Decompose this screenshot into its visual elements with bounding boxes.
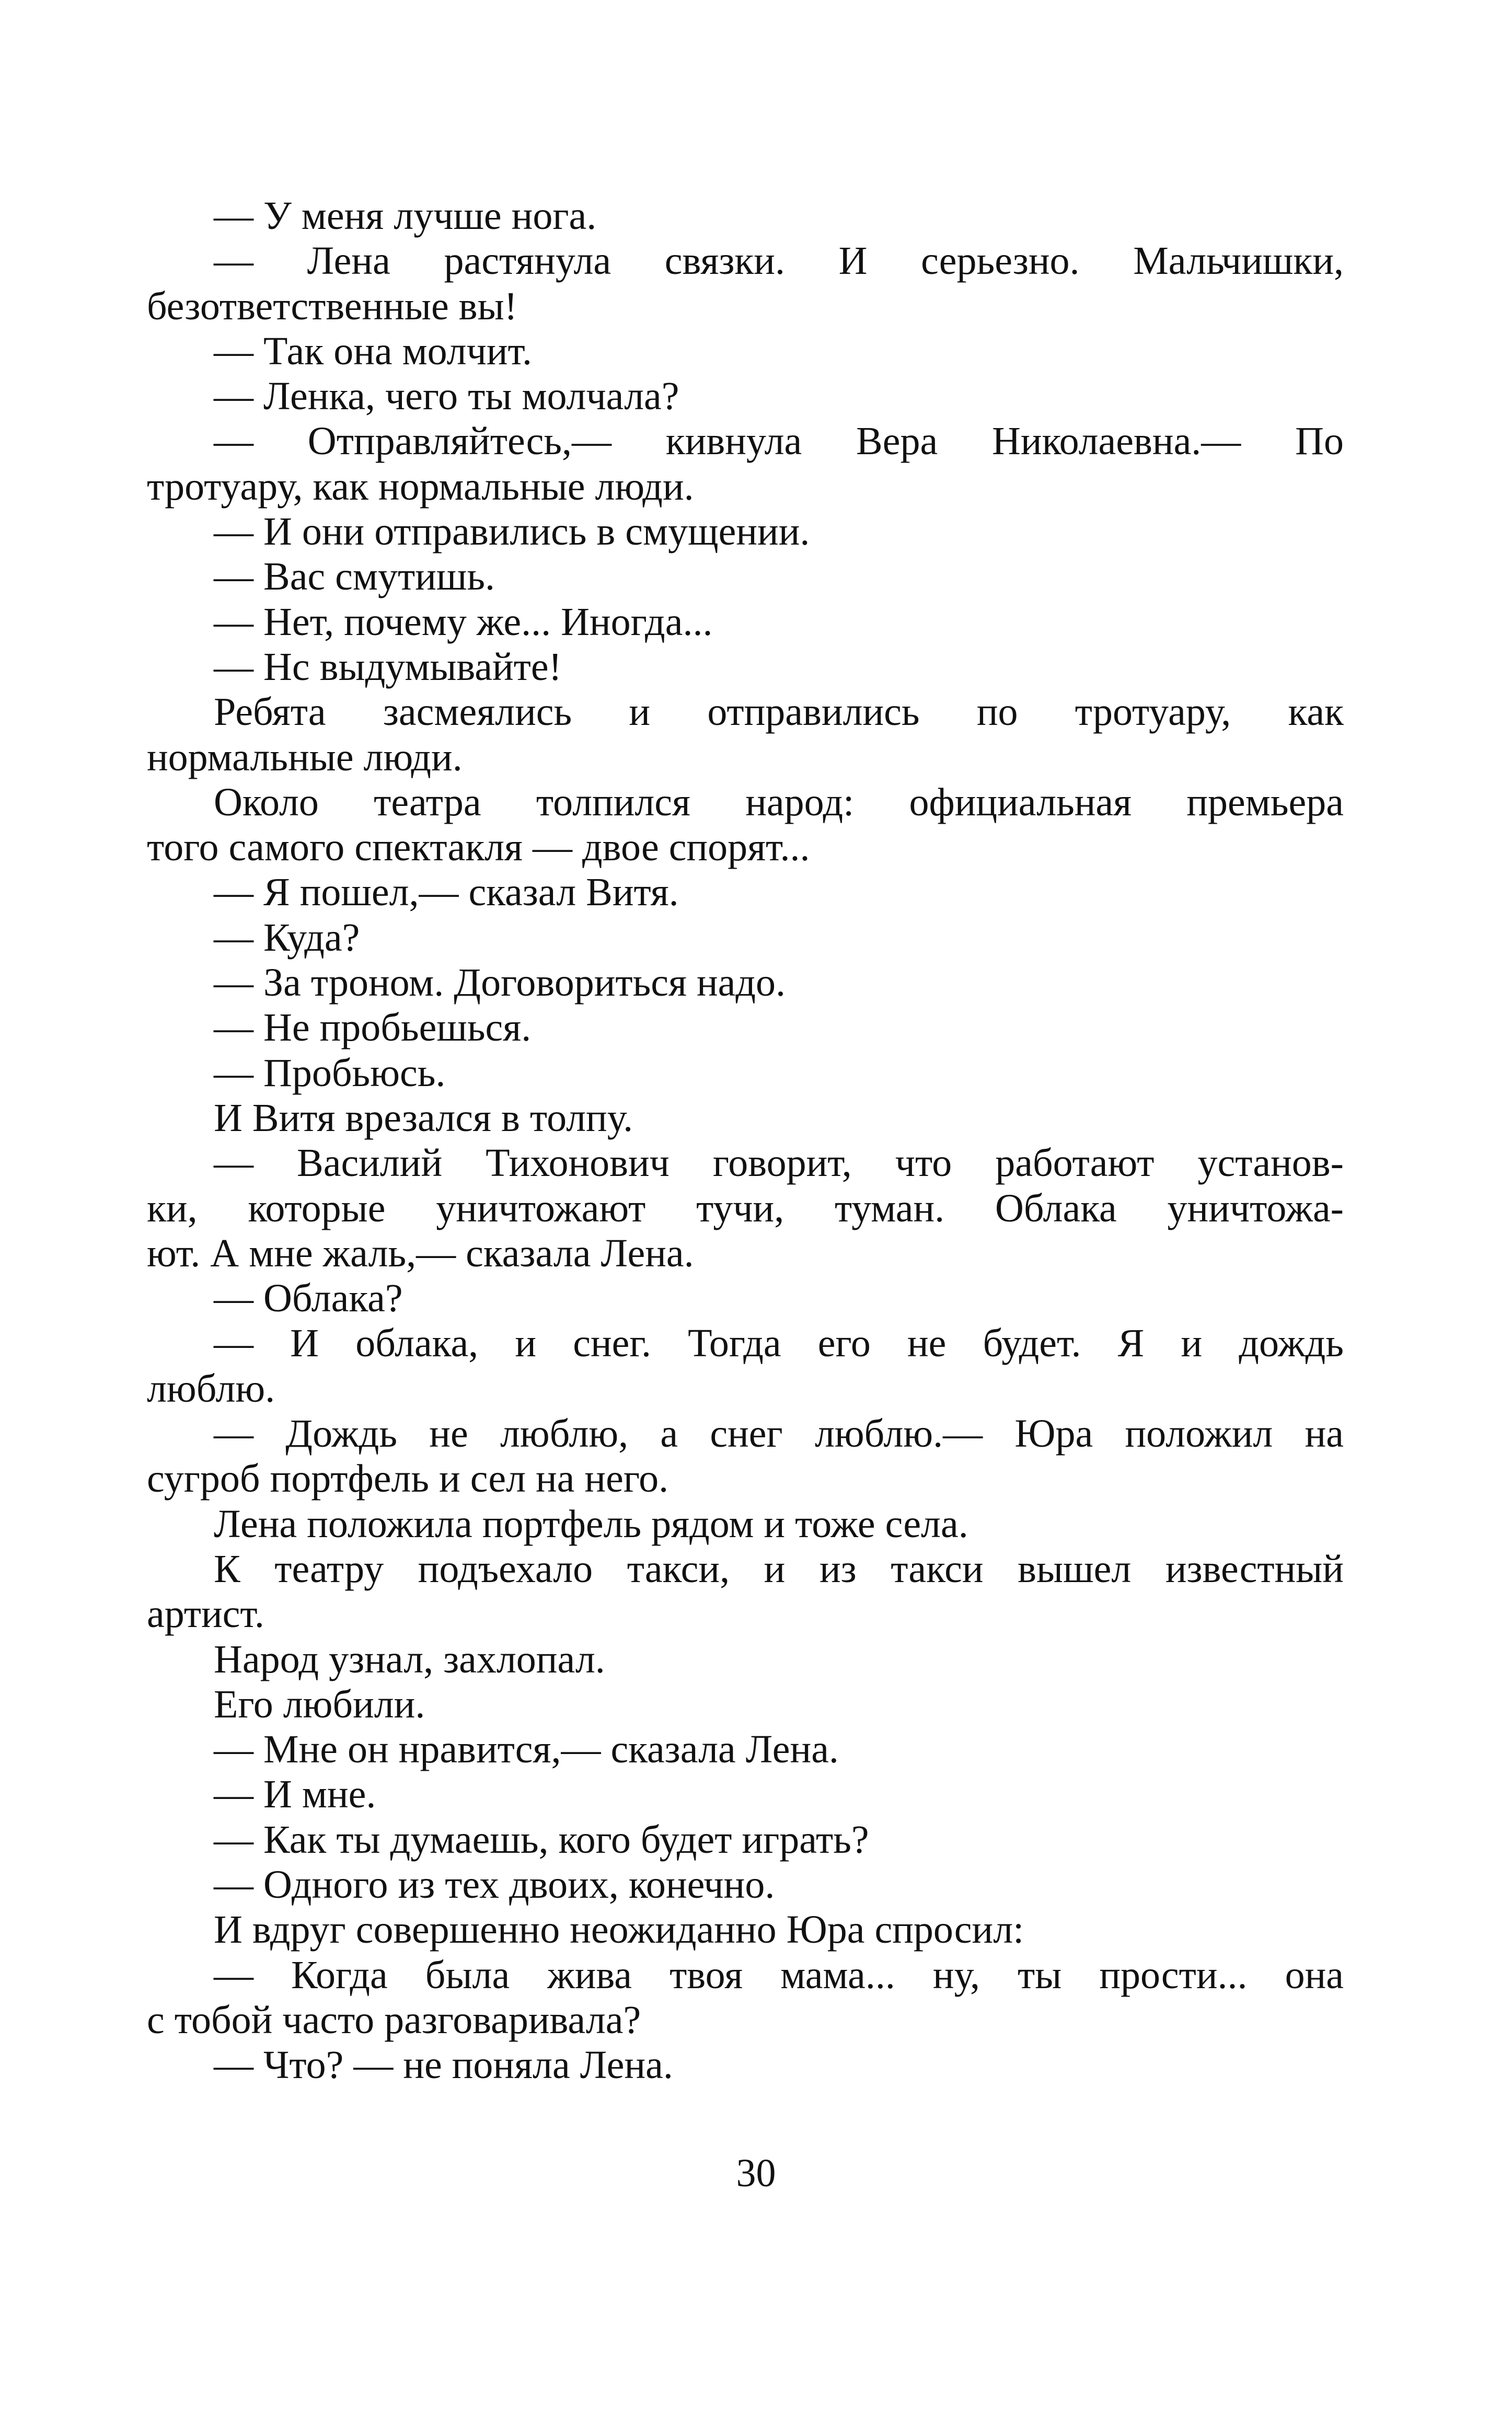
text-line: — Дождь не люблю, а снег люблю.— Юра положил на: [214, 1412, 1344, 1456]
text-line: — И они отправились в смущении.: [214, 510, 810, 554]
text-line: — Не пробьешься.: [214, 1006, 532, 1050]
text-line: — Я пошел,— сказал Витя.: [214, 870, 679, 915]
text-line: Ребята засмеялись и отправились по тротуару, как: [214, 690, 1344, 734]
text-line: — И облака, и снег. Тогда его не будет. Я и дождь: [214, 1321, 1344, 1366]
text-line: — За троном. Договориться надо.: [214, 961, 786, 1005]
text-line: Его любили.: [214, 1682, 425, 1726]
page-number: 30: [736, 2151, 776, 2195]
text-line: Народ узнал, захлопал.: [214, 1637, 605, 1681]
body-text: [147, 193, 1344, 2087]
text-line: артист.: [147, 1592, 264, 1636]
text-line: И Витя врезался в толпу.: [214, 1095, 633, 1140]
text-line: — У меня лучше нога.: [214, 194, 597, 238]
text-line: — Василий Тихонович говорит, что работают установ-: [214, 1141, 1344, 1185]
text-line: с тобой часто разговаривала?: [147, 1998, 641, 2042]
text-line: — Одного из тех двоих, конечно.: [214, 1862, 775, 1907]
text-line: — Когда была жива твоя мама... ну, ты прости... она: [214, 1953, 1344, 1997]
text-line: — Пробьюсь.: [214, 1051, 446, 1095]
text-line: — Ленка, чего ты молчала?: [214, 374, 679, 419]
text-line: — Что? — не поняла Лена.: [214, 2043, 673, 2087]
text-line: — Вас смутишь.: [214, 555, 495, 599]
text-line: сугроб портфель и сел на него.: [147, 1457, 669, 1501]
text-line: тротуару, как нормальные люди.: [147, 464, 694, 509]
text-line: люблю.: [147, 1366, 275, 1411]
text-line: И вдруг совершенно неожиданно Юра спросил:: [214, 1908, 1024, 1952]
text-line: — Как ты думаешь, кого будет играть?: [214, 1817, 869, 1862]
text-line: — И мне.: [214, 1772, 376, 1817]
text-line: К театру подъехало такси, и из такси вышел известный: [214, 1547, 1344, 1591]
text-line: того самого спектакля — двое спорят...: [147, 825, 810, 870]
text-line: — Лена растянула связки. И серьезно. Мальчишки,: [214, 239, 1344, 283]
text-line: Около театра толпился народ: официальная премьера: [214, 780, 1344, 824]
text-line: Лена положила портфель рядом и тоже села.: [214, 1502, 968, 1546]
text-line: — Облака?: [214, 1276, 403, 1321]
text-line: безответственные вы!: [147, 284, 517, 328]
text-line: — Так она молчит.: [214, 329, 533, 373]
text-line: — Куда?: [214, 915, 360, 960]
text-line: нормальные люди.: [147, 735, 463, 779]
text-line: ки, которые уничтожают тучи, туман. Облака уничтожа-: [147, 1186, 1344, 1230]
text-line: — Нет, почему же... Иногда...: [214, 599, 713, 644]
text-line: — Мне он нравится,— сказала Лена.: [214, 1727, 839, 1772]
text-line: — Отправляйтесь,— кивнула Вера Николаевна.— По: [214, 419, 1344, 464]
text-line: — Нс выдумывайте!: [214, 644, 562, 689]
text-line: ют. А мне жаль,— сказала Лена.: [147, 1231, 694, 1275]
